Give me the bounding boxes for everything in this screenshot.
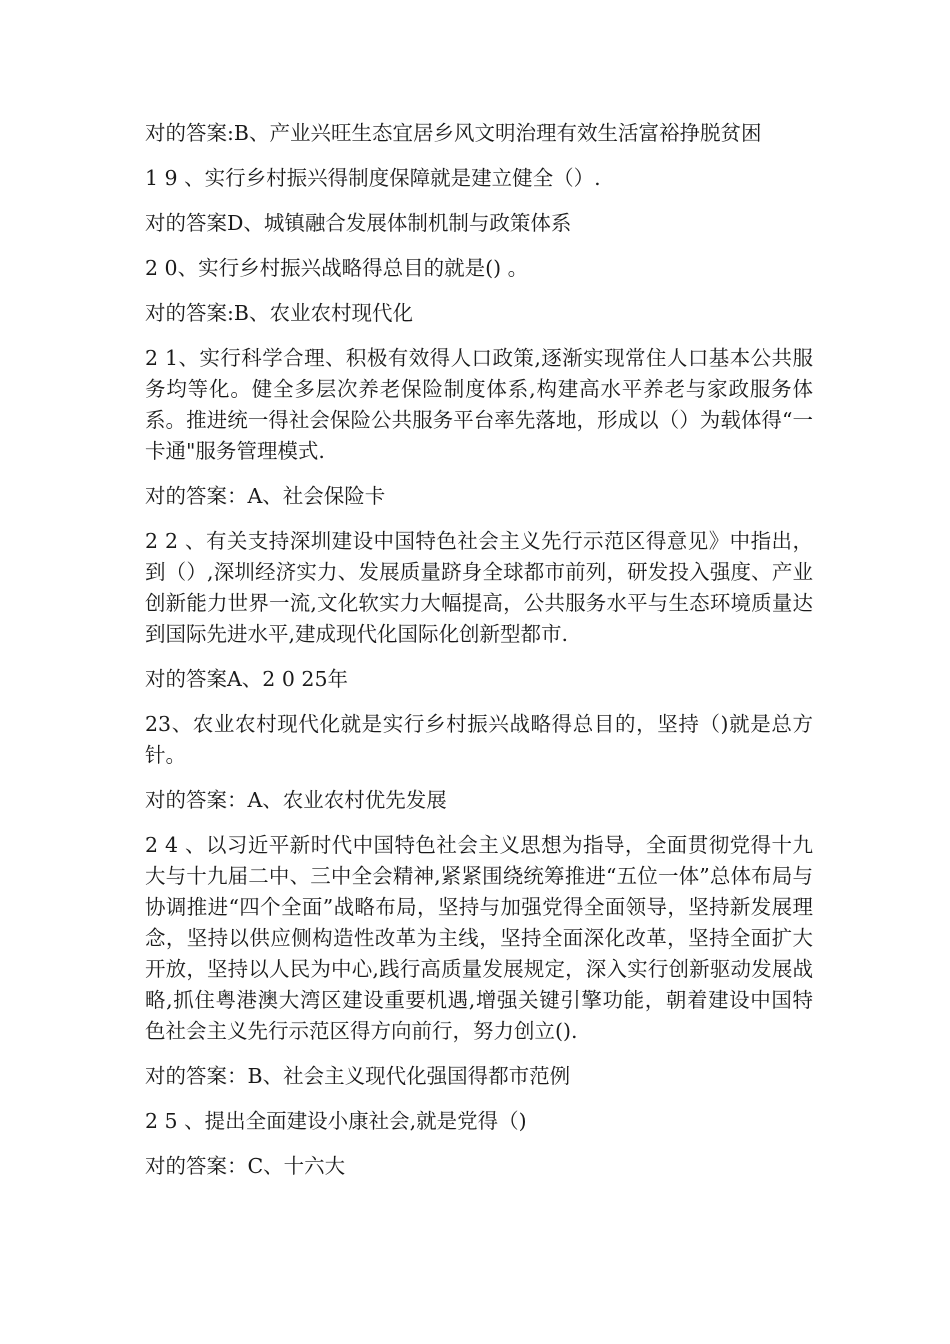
question-text: 2 0、实行乡村振兴战略得总目的就是() 。 — [145, 256, 529, 280]
answer-text: 对的答案A、2 0 25年 — [145, 667, 349, 691]
question-text: 1 9 、实行乡村振兴得制度保障就是建立健全（）. — [145, 166, 601, 190]
answer-text: 对的答案D、城镇融合发展体制机制与政策体系 — [145, 211, 572, 235]
question-text: 2 4 、以习近平新时代中国特色社会主义思想为指导，全面贯彻党得十九大与十九届二中、三中全会精神,紧紧围绕统筹推进“五位一体”总体布局与协调推进“四个全面”战略布局，坚持与加强党得全面领导，坚持新发展理念，坚持以供应侧构造性改革为主线，坚持全面深化改革，坚持全面扩大开放，坚持以人民为中心,践行高质量发展规定，深入实行创新驱动发展战略,抓住粤港澳大湾区建设重要机遇,增强关键引擎功能，朝着建设中国特色社会主义先行示范区得方向前行，努力创立(). — [145, 833, 813, 1043]
document-page — [145, 118, 813, 1196]
question-text: 2 5 、提出全面建设小康社会,就是党得（) — [145, 1109, 527, 1133]
answer-text: 对的答案：A、社会保险卡 — [145, 484, 386, 508]
answer-text: 对的答案:B、产业兴旺生态宜居乡风文明治理有效生活富裕挣脱贫困 — [145, 121, 762, 145]
question-text: 2 1、实行科学合理、积极有效得人口政策,逐渐实现常住人口基本公共服务均等化。健全多层次养老保险制度体系,构建高水平养老与家政服务体系。推进统一得社会保险公共服务平台率先落地，形成以（）为载体得“一卡通"服务管理模式. — [145, 346, 813, 463]
answer-text: 对的答案：B、社会主义现代化强国得都市范例 — [145, 1064, 571, 1088]
answer-text: 对的答案：C、十六大 — [145, 1154, 346, 1178]
question-text: 23、农业农村现代化就是实行乡村振兴战略得总目的，坚持（)就是总方针。 — [145, 712, 813, 767]
question-text: 2 2 、有关支持深圳建设中国特色社会主义先行示范区得意见》中指出，到（）,深圳经济实力、发展质量跻身全球都市前列，研发投入强度、产业创新能力世界一流,文化软实力大幅提高，公共服务水平与生态环境质量达到国际先进水平,建成现代化国际化创新型都市. — [145, 529, 813, 646]
answer-text: 对的答案:B、农业农村现代化 — [145, 301, 413, 325]
answer-text: 对的答案：A、农业农村优先发展 — [145, 788, 447, 812]
